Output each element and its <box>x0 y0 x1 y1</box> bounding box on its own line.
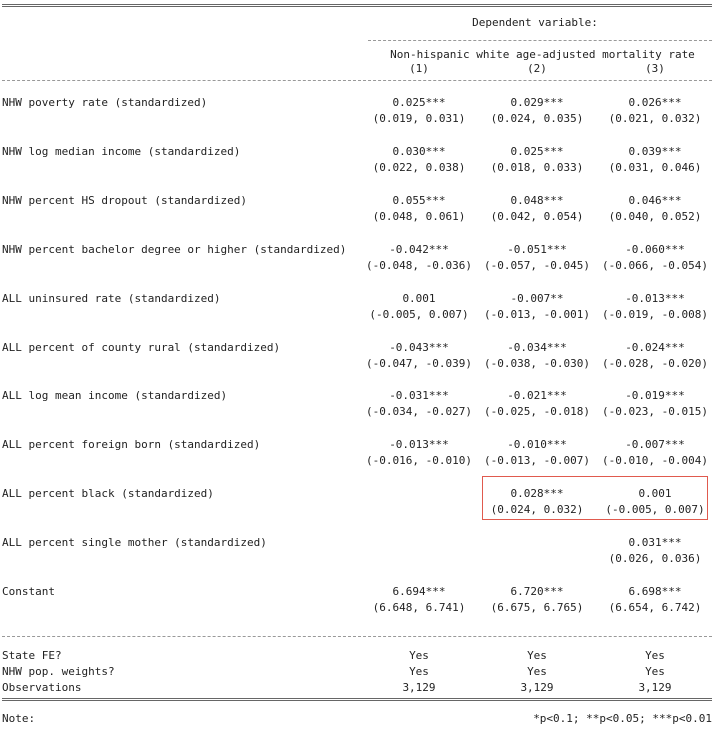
coefficient: 0.046*** <box>628 194 682 207</box>
highlight-box <box>482 476 708 520</box>
footer-top-rule <box>2 636 712 637</box>
confidence-interval: (6.675, 6.765) <box>490 601 584 614</box>
confidence-interval: (-0.038, -0.030) <box>484 357 590 370</box>
coefficient: 6.698*** <box>628 585 682 598</box>
confidence-interval: (-0.010, -0.004) <box>602 454 708 467</box>
coefficient: 0.048*** <box>510 194 564 207</box>
footer-value: Yes <box>645 649 665 662</box>
footer-label-state-fe: State FE? <box>2 649 62 662</box>
confidence-interval: (6.654, 6.742) <box>608 601 702 614</box>
top-rule <box>2 4 712 7</box>
confidence-interval: (0.019, 0.031) <box>372 112 466 125</box>
coefficient: -0.007*** <box>625 438 685 451</box>
confidence-interval: (0.048, 0.061) <box>372 210 466 223</box>
coefficient: 0.026*** <box>628 96 682 109</box>
coefficient: -0.060*** <box>625 243 685 256</box>
row-label: ALL percent single mother (standardized) <box>2 536 267 549</box>
coefficient: 0.025*** <box>510 145 564 158</box>
row-label: NHW poverty rate (standardized) <box>2 96 208 109</box>
dependent-variable-name: Non-hispanic white age-adjusted mortality rate <box>390 48 695 61</box>
dependent-variable-label: Dependent variable: <box>472 16 598 29</box>
confidence-interval: (-0.066, -0.054) <box>602 259 708 272</box>
confidence-interval: (-0.028, -0.020) <box>602 357 708 370</box>
coefficient: -0.042*** <box>389 243 449 256</box>
coefficient: -0.013*** <box>389 438 449 451</box>
confidence-interval: (-0.025, -0.018) <box>484 405 590 418</box>
confidence-interval: (6.648, 6.741) <box>372 601 466 614</box>
column-header-2: (2) <box>527 62 547 75</box>
confidence-interval: (0.024, 0.032) <box>490 503 584 516</box>
footer-label-observations: Observations <box>2 681 82 694</box>
coefficient: 0.001 <box>638 487 672 500</box>
confidence-interval: (0.022, 0.038) <box>372 161 466 174</box>
coefficient: 0.030*** <box>392 145 446 158</box>
coefficient: -0.043*** <box>389 341 449 354</box>
coefficient: -0.024*** <box>625 341 685 354</box>
footer-value: 3,129 <box>402 681 436 694</box>
coefficient: 0.031*** <box>628 536 682 549</box>
coefficient: -0.034*** <box>507 341 567 354</box>
coefficient: -0.007** <box>510 292 564 305</box>
coefficient: -0.021*** <box>507 389 567 402</box>
row-label: NHW percent bachelor degree or higher (standardized) <box>2 243 347 256</box>
footer-value: 3,129 <box>638 681 672 694</box>
coefficient: 0.055*** <box>392 194 446 207</box>
column-header-1: (1) <box>409 62 429 75</box>
confidence-interval: (0.040, 0.052) <box>608 210 702 223</box>
row-label: ALL percent foreign born (standardized) <box>2 438 261 451</box>
coefficient: -0.019*** <box>625 389 685 402</box>
header-bottom-rule <box>2 80 712 81</box>
confidence-interval: (-0.005, 0.007) <box>605 503 705 516</box>
footer-value: Yes <box>645 665 665 678</box>
coefficient: -0.010*** <box>507 438 567 451</box>
row-label: ALL uninsured rate (standardized) <box>2 292 221 305</box>
footer-value: Yes <box>527 665 547 678</box>
coefficient: 6.720*** <box>510 585 564 598</box>
confidence-interval: (-0.057, -0.045) <box>484 259 590 272</box>
row-label: ALL log mean income (standardized) <box>2 389 228 402</box>
row-label: Constant <box>2 585 55 598</box>
footer-value: Yes <box>409 665 429 678</box>
row-label: NHW log median income (standardized) <box>2 145 241 158</box>
confidence-interval: (-0.019, -0.008) <box>602 308 708 321</box>
coefficient: -0.013*** <box>625 292 685 305</box>
confidence-interval: (0.024, 0.035) <box>490 112 584 125</box>
coefficient: 0.025*** <box>392 96 446 109</box>
coefficient: 0.028*** <box>510 487 564 500</box>
note-label: Note: <box>2 712 36 725</box>
footer-value: Yes <box>527 649 547 662</box>
bottom-rule <box>2 698 712 701</box>
footer-value: Yes <box>409 649 429 662</box>
header-underline <box>368 40 712 41</box>
confidence-interval: (0.042, 0.054) <box>490 210 584 223</box>
coefficient: 0.001 <box>402 292 436 305</box>
row-label: ALL percent black (standardized) <box>2 487 214 500</box>
confidence-interval: (0.026, 0.036) <box>608 552 702 565</box>
confidence-interval: (-0.047, -0.039) <box>366 357 472 370</box>
column-header-3: (3) <box>645 62 665 75</box>
confidence-interval: (-0.023, -0.015) <box>602 405 708 418</box>
footer-label-weights: NHW pop. weights? <box>2 665 115 678</box>
row-label: NHW percent HS dropout (standardized) <box>2 194 248 207</box>
note-text: *p<0.1; **p<0.05; ***p<0.01 <box>533 712 712 725</box>
coefficient: 0.029*** <box>510 96 564 109</box>
row-label: ALL percent of county rural (standardized) <box>2 341 281 354</box>
confidence-interval: (-0.048, -0.036) <box>366 259 472 272</box>
coefficient: 0.039*** <box>628 145 682 158</box>
confidence-interval: (-0.034, -0.027) <box>366 405 472 418</box>
confidence-interval: (0.018, 0.033) <box>490 161 584 174</box>
coefficient: -0.031*** <box>389 389 449 402</box>
footer-value: 3,129 <box>520 681 554 694</box>
confidence-interval: (0.031, 0.046) <box>608 161 702 174</box>
confidence-interval: (-0.005, 0.007) <box>369 308 469 321</box>
confidence-interval: (-0.013, -0.007) <box>484 454 590 467</box>
confidence-interval: (-0.013, -0.001) <box>484 308 590 321</box>
confidence-interval: (0.021, 0.032) <box>608 112 702 125</box>
confidence-interval: (-0.016, -0.010) <box>366 454 472 467</box>
coefficient: -0.051*** <box>507 243 567 256</box>
coefficient: 6.694*** <box>392 585 446 598</box>
